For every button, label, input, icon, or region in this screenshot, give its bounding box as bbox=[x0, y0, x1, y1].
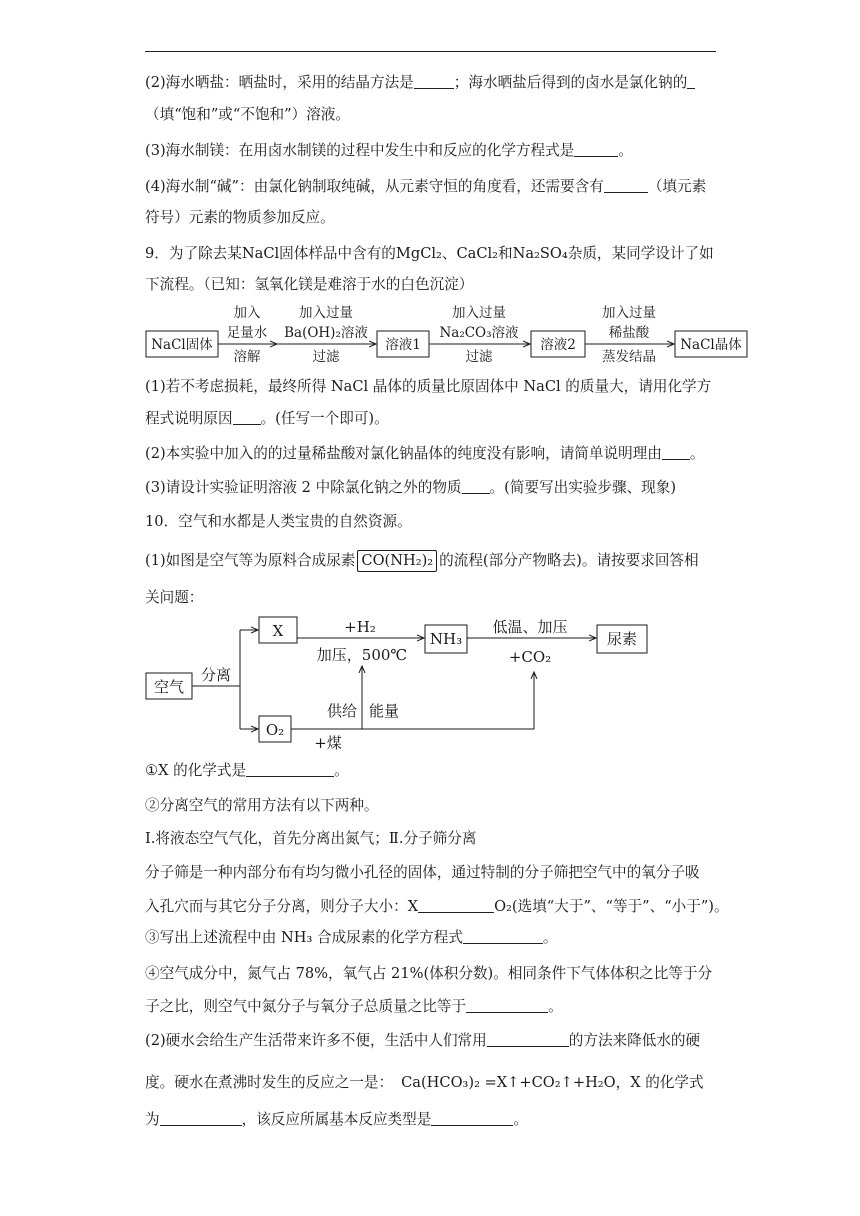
answer-blank[interactable] bbox=[233, 410, 261, 425]
flow-box-nacl-crystal-label: NaCl晶体 bbox=[680, 337, 742, 353]
flow-box-nh3-label: NH₃ bbox=[429, 630, 463, 648]
flow-arrow-4-label-top2: 稀盐酸 bbox=[608, 325, 650, 341]
q10-part2-line1: (2)硬水会给生产生活带来许多不便，生活中人们常用 的方法来降低水的硬 bbox=[145, 1032, 701, 1049]
flow-arrow-4-label-bottom: 蒸发结晶 bbox=[602, 349, 656, 365]
flow-box-solution1-label: 溶液1 bbox=[385, 337, 421, 353]
header-rule bbox=[145, 51, 716, 52]
answer-blank[interactable] bbox=[160, 1111, 242, 1126]
flow-box-air-label: 空气 bbox=[153, 678, 185, 696]
flow-arrow-1-label-top1: 加入 bbox=[233, 305, 261, 321]
flow-arrow-2-label-bottom: 过滤 bbox=[312, 349, 340, 365]
q8-part3: (3)海水制镁：在用卤水制镁的过程中发生中和反应的化学方程式是 。 bbox=[145, 142, 633, 159]
q8-part4-line2: 符号）元素的物质参加反应。 bbox=[145, 209, 335, 226]
q9-flow-diagram bbox=[140, 300, 760, 372]
decomposition-equation: Ca(HCO₃)₂ =X↑+CO₂↑+H₂O bbox=[401, 1074, 616, 1091]
q8-part2-line2: （填“饱和”或“不饱和”）溶液。 bbox=[145, 106, 350, 123]
q9-part1-line1: (1)若不考虑损耗，最终所得 NaCl 晶体的质量比原固体中 NaCl 的质量大，请用化学方 bbox=[145, 378, 712, 395]
flow-arrow-3-label-top1: 加入过量 bbox=[452, 305, 506, 321]
q9-part3: (3)请设计实验证明溶液 2 中除氯化钠之外的物质 。(简要写出实验步骤、现象) bbox=[145, 479, 677, 496]
flow-arrow-3-label-bottom: 过滤 bbox=[465, 349, 493, 365]
flow-box-x-label: X bbox=[272, 622, 284, 640]
flow-box-nacl-solid-label: NaCl固体 bbox=[151, 337, 213, 353]
urea-formula: CO(NH₂)₂ bbox=[357, 550, 437, 572]
flow-condition-label: 加压，500℃ bbox=[316, 646, 408, 664]
q8-part2-line1: (2)海水晒盐：晒盐时，采用的结晶方法是 ；海水晒盐后得到的卤水是氯化钠的 bbox=[145, 73, 695, 93]
answer-blank[interactable] bbox=[466, 998, 548, 1013]
answer-blank[interactable] bbox=[418, 898, 494, 913]
answer-blank[interactable] bbox=[462, 479, 490, 494]
answer-blank[interactable] bbox=[414, 74, 454, 89]
q10-part1-line1: (1)如图是空气等为原料合成尿素 CO(NH₂)₂ 的流程(部分产物略去)。请按要求回答相 bbox=[145, 550, 699, 572]
q9-part2: (2)本实验中加入的的过量稀盐酸对氯化钠晶体的纯度没有影响，请简单说明理由 。 bbox=[145, 445, 705, 462]
flow-arrow-3-label-top2: Na₂CO₃溶液 bbox=[439, 325, 519, 341]
answer-blank[interactable] bbox=[246, 762, 334, 777]
q8-part4-line1: (4)海水制“碱”：由氯化钠制取纯碱，从元素守恒的角度看，还需要含有 （填元素 bbox=[145, 178, 707, 195]
flow-line-o2-to-co2 bbox=[291, 672, 534, 729]
answer-blank[interactable] bbox=[431, 1111, 513, 1126]
flow-arrow-2-label-top1: 加入过量 bbox=[299, 305, 353, 321]
flow-energy-label: 能量 bbox=[368, 702, 400, 720]
flow-box-solution2-label: 溶液2 bbox=[540, 337, 576, 353]
flow-arrow-1-label-bottom: 溶解 bbox=[233, 349, 261, 365]
flow-box-o2-label: O₂ bbox=[265, 721, 285, 739]
q10-sub2-methods: Ⅰ.将液态空气气化，首先分离出氮气；Ⅱ.分子筛分离 bbox=[145, 830, 477, 847]
flow-h2-label: +H₂ bbox=[344, 618, 376, 636]
flow-box-urea-label: 尿素 bbox=[606, 630, 638, 648]
q10-sub2-text2: 入孔穴而与其它分子分离，则分子大小：X O₂(选填“大于”、“等于”、“小于”)。 bbox=[145, 898, 729, 915]
q10-sub4-line1: ④空气成分中，氮气占 78%，氧气占 21%(体积分数)。相同条件下气体体积之比等于分 bbox=[145, 965, 713, 982]
q10-part2-line3: 为 ，该反应所属基本反应类型是 。 bbox=[145, 1111, 528, 1128]
q9-stem-line1: 9．为了除去某NaCl固体样品中含有的MgCl₂、CaCl₂和Na₂SO₄杂质，某同学设计了如 bbox=[145, 245, 714, 262]
flow-co2-label: +CO₂ bbox=[508, 648, 552, 666]
flow-coal-label: +煤 bbox=[314, 734, 342, 752]
q10-part1-line2: 关问题： bbox=[145, 589, 204, 606]
q10-sub2: ②分离空气的常用方法有以下两种。 bbox=[145, 797, 379, 814]
flow-condition2-label: 低温、加压 bbox=[492, 618, 568, 636]
q10-flow-diagram bbox=[140, 612, 660, 752]
q9-part1-line2: 程式说明原因 。(任写一个即可)。 bbox=[145, 410, 389, 427]
q10-sub3: ③写出上述流程中由 NH₃ 合成尿素的化学方程式 。 bbox=[145, 929, 558, 946]
flow-arrow-4-label-top1: 加入过量 bbox=[602, 305, 656, 321]
flow-arrow-2-label-top2: Ba(OH)₂溶液 bbox=[284, 325, 368, 341]
answer-blank[interactable] bbox=[487, 1032, 569, 1047]
q10-part2-line2: 度。硬水在煮沸时发生的反应之一是： Ca(HCO₃)₂ =X↑+CO₂↑+H₂O，X 的化学式 bbox=[145, 1074, 704, 1091]
q10-sub4-line2: 子之比，则空气中氮分子与氧分子总质量之比等于 。 bbox=[145, 998, 563, 1015]
answer-blank[interactable] bbox=[463, 929, 543, 944]
q9-stem-line2: 下流程。（已知：氢氧化镁是难溶于水的白色沉淀） bbox=[145, 276, 474, 293]
answer-blank[interactable] bbox=[574, 142, 618, 157]
flow-supply-label: 供给 bbox=[326, 702, 358, 720]
q10-title: 10．空气和水都是人类宝贵的自然资源。 bbox=[145, 513, 412, 530]
q10-sub1: ①X 的化学式是 。 bbox=[145, 762, 349, 779]
flow-separate-label: 分离 bbox=[200, 666, 232, 684]
flow-arrow-1-label-top2: 足量水 bbox=[226, 325, 268, 341]
answer-blank[interactable] bbox=[662, 445, 690, 460]
answer-blank[interactable] bbox=[604, 178, 648, 193]
q10-sub2-text1: 分子筛是一种内部分布有均匀微小孔径的固体，通过特制的分子筛把空气中的氧分子吸 bbox=[145, 864, 700, 881]
answer-blank[interactable] bbox=[687, 74, 695, 89]
